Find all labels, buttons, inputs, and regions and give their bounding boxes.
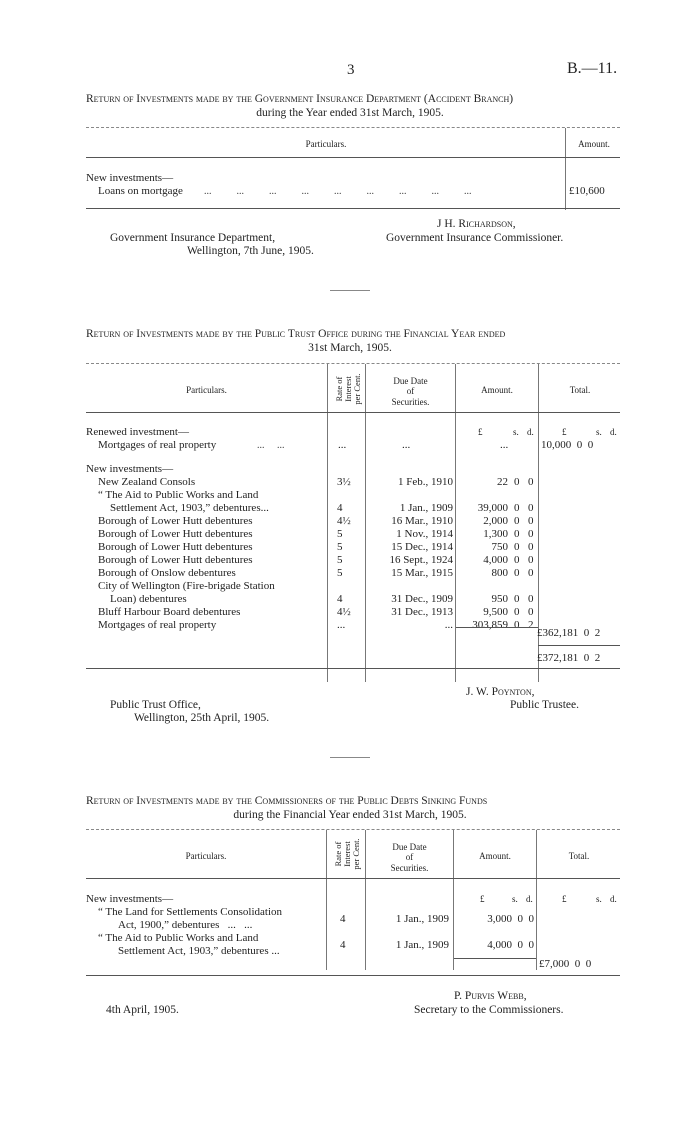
sinking-new-heading: New investments— xyxy=(86,893,174,905)
trust-row-due: 31 Dec., 1913 xyxy=(391,606,453,618)
trust-header-rule xyxy=(86,412,620,413)
trust-row-amount: 950 xyxy=(491,593,508,605)
trust-row-rate: 5 xyxy=(337,541,343,553)
sinking-unit-pound: £ xyxy=(480,894,485,904)
trust-row-particulars: Bluff Harbour Board debentures xyxy=(98,606,241,618)
sinking-signature-name: P. Purvis Webb, xyxy=(454,990,527,1002)
trust-row-pence: 0 xyxy=(528,567,534,579)
trust-row-pence: 2 xyxy=(528,619,534,631)
sinking-col-due: Due Date of Securities. xyxy=(390,842,429,873)
sinking-row-particulars: “ The Land for Settlements Consolidation xyxy=(98,906,283,918)
trust-title-line1: Return of Investments made by the Public Trust Office during the Financial Year ended xyxy=(86,328,506,340)
trust-unit-pound: £ xyxy=(478,427,483,437)
sinking-col-amount: Amount. xyxy=(479,851,511,861)
trust-amount-sum-rule xyxy=(456,627,538,628)
trust-row-shilling: 0 xyxy=(514,541,520,553)
sinking-row-particulars-cont: Settlement Act, 1903,” debentures ... xyxy=(118,945,280,957)
trust-row-due: 16 Sept., 1924 xyxy=(389,554,453,566)
trust-row-particulars: City of Wellington (Fire-brigade Station xyxy=(98,580,275,592)
trust-unit-pence: d. xyxy=(527,427,534,437)
sinking-signature-title: Secretary to the Commissioners. xyxy=(414,1004,564,1016)
trust-row-amount: 1,300 xyxy=(483,528,508,540)
accident-col-divider xyxy=(565,128,566,210)
trust-row-particulars: Mortgages of real property xyxy=(98,619,217,631)
trust-row-particulars: Borough of Lower Hutt debentures xyxy=(98,554,253,566)
accident-row-heading: New investments— xyxy=(86,172,174,184)
accident-col-amount: Amount. xyxy=(578,139,610,149)
trust-grand-total: £372,181 0 2 xyxy=(537,652,601,664)
trust-total-rule xyxy=(538,645,620,646)
sinking-title-line1: Return of Investments made by the Commissioners of the Public Debts Sinking Funds xyxy=(86,795,488,807)
trust-row-due: 1 Nov., 1914 xyxy=(396,528,453,540)
accident-place-line1: Government Insurance Department, xyxy=(110,232,276,244)
trust-renewed-total: 10,000 0 0 xyxy=(541,439,594,451)
trust-col-total: Total. xyxy=(569,385,591,395)
trust-row-particulars: Borough of Onslow debentures xyxy=(98,567,236,579)
trust-row-amount: 800 xyxy=(491,567,508,579)
accident-title-line1: Return of Investments made by the Government Insurance Department (Accident Branch) xyxy=(86,93,514,105)
trust-row-amount: 303,859 xyxy=(472,619,508,631)
sinking-col-rate: Rate of Interest per Cent. xyxy=(333,838,361,870)
sinking-total: £7,000 0 0 xyxy=(539,958,592,970)
sinking-table-bottom-rule xyxy=(86,975,620,976)
trust-total-unit-pence: d. xyxy=(610,427,617,437)
trust-row-pence: 0 xyxy=(528,593,534,605)
trust-row-due: 31 Dec., 1909 xyxy=(391,593,453,605)
trust-place-line2: Wellington, 25th April, 1905. xyxy=(134,712,270,724)
trust-renewed-leaders: ... ... xyxy=(257,440,285,451)
trust-row-shilling: 0 xyxy=(514,619,520,631)
trust-row-shilling: 0 xyxy=(514,593,520,605)
trust-signature-title: Public Trustee. xyxy=(510,699,580,711)
trust-row-shilling: 0 xyxy=(514,606,520,618)
sinking-row-amount: 3,000 0 0 xyxy=(487,913,534,925)
trust-row-particulars-cont: Settlement Act, 1903,” debentures... xyxy=(110,502,269,514)
trust-row-rate: 4½ xyxy=(337,606,351,618)
accident-col-particulars: Particulars. xyxy=(305,139,347,149)
trust-row-amount: 2,000 xyxy=(483,515,508,527)
trust-title-line2: 31st March, 1905. xyxy=(308,342,392,354)
trust-row-amount: 750 xyxy=(491,541,508,553)
trust-unit-shilling: s. xyxy=(513,427,519,437)
trust-total-unit-pound: £ xyxy=(562,427,567,437)
trust-col-due: Due Date of Securities. xyxy=(391,376,430,407)
sinking-divider-rate xyxy=(326,830,327,970)
sinking-row-due: 1 Jan., 1909 xyxy=(395,913,449,925)
trust-row-due: 15 Dec., 1914 xyxy=(391,541,453,553)
trust-row-pence: 0 xyxy=(528,502,534,514)
trust-row-rate: 4 xyxy=(337,502,343,514)
accident-place-line2: Wellington, 7th June, 1905. xyxy=(187,245,314,257)
accident-signature-name: J H. Richardson, xyxy=(437,218,516,230)
trust-row-pence: 0 xyxy=(528,528,534,540)
sinking-col-total: Total. xyxy=(568,851,590,861)
accident-row-amount: £10,600 xyxy=(569,185,605,197)
trust-renewed-heading: Renewed investment— xyxy=(86,426,189,438)
trust-row-rate: 5 xyxy=(337,554,343,566)
accident-row-leaders: ... ... ... ... ... ... ... ... ... xyxy=(204,186,472,197)
sinking-row-particulars: “ The Aid to Public Works and Land xyxy=(98,932,259,944)
trust-row-shilling: 0 xyxy=(514,502,520,514)
trust-row-due: ... xyxy=(444,619,453,631)
trust-row-rate: 3½ xyxy=(337,476,351,488)
sinking-row-rate: 4 xyxy=(340,939,346,951)
trust-row-pence: 0 xyxy=(528,515,534,527)
sinking-row-rate: 4 xyxy=(340,913,346,925)
trust-renewed-item: Mortgages of real property xyxy=(98,439,217,451)
trust-row-due: 1 Feb., 1910 xyxy=(398,476,453,488)
trust-col-rate: Rate of Interest per Cent. xyxy=(334,373,362,405)
trust-row-particulars: “ The Aid to Public Works and Land xyxy=(98,489,259,501)
trust-total-unit-shilling: s. xyxy=(596,427,602,437)
trust-subtotal: £362,181 0 2 xyxy=(537,627,601,639)
section-separator-1 xyxy=(330,290,370,291)
trust-renewed-rate: ... xyxy=(338,439,347,451)
trust-renewed-amount: ... xyxy=(500,439,509,451)
section-separator-2 xyxy=(330,757,370,758)
sinking-total-unit-pence: d. xyxy=(610,894,617,904)
trust-row-pence: 0 xyxy=(528,554,534,566)
page-number: 3 xyxy=(347,62,355,78)
trust-row-rate: 5 xyxy=(337,567,343,579)
trust-row-pence: 0 xyxy=(528,476,534,488)
sinking-date: 4th April, 1905. xyxy=(106,1004,179,1016)
trust-row-rate: 5 xyxy=(337,528,343,540)
trust-row-amount: 39,000 xyxy=(477,502,508,514)
accident-table-top-rule xyxy=(86,127,620,128)
trust-row-particulars: Borough of Lower Hutt debentures xyxy=(98,541,253,553)
sinking-row-due: 1 Jan., 1909 xyxy=(395,939,449,951)
accident-header-rule xyxy=(86,157,620,158)
trust-row-shilling: 0 xyxy=(514,528,520,540)
trust-row-particulars: New Zealand Consols xyxy=(98,476,196,488)
trust-row-rate: 4 xyxy=(337,593,343,605)
sinking-row-particulars-cont: Act, 1900,” debentures ... ... xyxy=(118,919,253,931)
sinking-total-unit-pound: £ xyxy=(562,894,567,904)
trust-row-shilling: 0 xyxy=(514,554,520,566)
sinking-total-unit-shilling: s. xyxy=(596,894,602,904)
trust-new-heading: New investments— xyxy=(86,463,174,475)
trust-col-amount: Amount. xyxy=(481,385,513,395)
trust-renewed-due: ... xyxy=(402,439,411,451)
trust-row-amount: 9,500 xyxy=(483,606,508,618)
trust-row-amount: 22 xyxy=(497,476,508,488)
trust-row-due: 1 Jan., 1909 xyxy=(399,502,453,514)
trust-table-bottom-rule xyxy=(86,668,620,669)
accident-table-bottom-rule xyxy=(86,208,620,209)
trust-row-shilling: 0 xyxy=(514,515,520,527)
trust-row-rate: 4½ xyxy=(337,515,351,527)
sinking-row-amount: 4,000 0 0 xyxy=(487,939,534,951)
trust-place-line1: Public Trust Office, xyxy=(110,699,201,711)
sinking-header-rule xyxy=(86,878,620,879)
trust-row-rate: ... xyxy=(337,619,346,631)
sinking-col-particulars: Particulars. xyxy=(185,851,227,861)
trust-col-particulars: Particulars. xyxy=(186,385,227,395)
sinking-amount-sum-rule xyxy=(454,958,536,959)
trust-row-due: 15 Mar., 1915 xyxy=(391,567,453,579)
accident-row-item: Loans on mortgage xyxy=(98,185,183,197)
document-code: B.—11. xyxy=(567,60,618,77)
sinking-unit-shilling: s. xyxy=(512,894,518,904)
trust-row-particulars-cont: Loan) debentures xyxy=(110,593,187,605)
trust-row-due: 16 Mar., 1910 xyxy=(391,515,453,527)
trust-row-particulars: Borough of Lower Hutt debentures xyxy=(98,515,253,527)
trust-row-amount: 4,000 xyxy=(483,554,508,566)
sinking-title-line2: during the Financial Year ended 31st March, 1905. xyxy=(233,809,467,821)
trust-row-pence: 0 xyxy=(528,606,534,618)
sinking-unit-pence: d. xyxy=(526,894,533,904)
accident-signature-title: Government Insurance Commissioner. xyxy=(386,232,564,244)
trust-signature-name: J. W. Poynton, xyxy=(466,686,535,698)
accident-title-line2: during the Year ended 31st March, 1905. xyxy=(256,107,444,119)
trust-row-shilling: 0 xyxy=(514,567,520,579)
trust-row-shilling: 0 xyxy=(514,476,520,488)
trust-row-particulars: Borough of Lower Hutt debentures xyxy=(98,528,253,540)
trust-row-pence: 0 xyxy=(528,541,534,553)
